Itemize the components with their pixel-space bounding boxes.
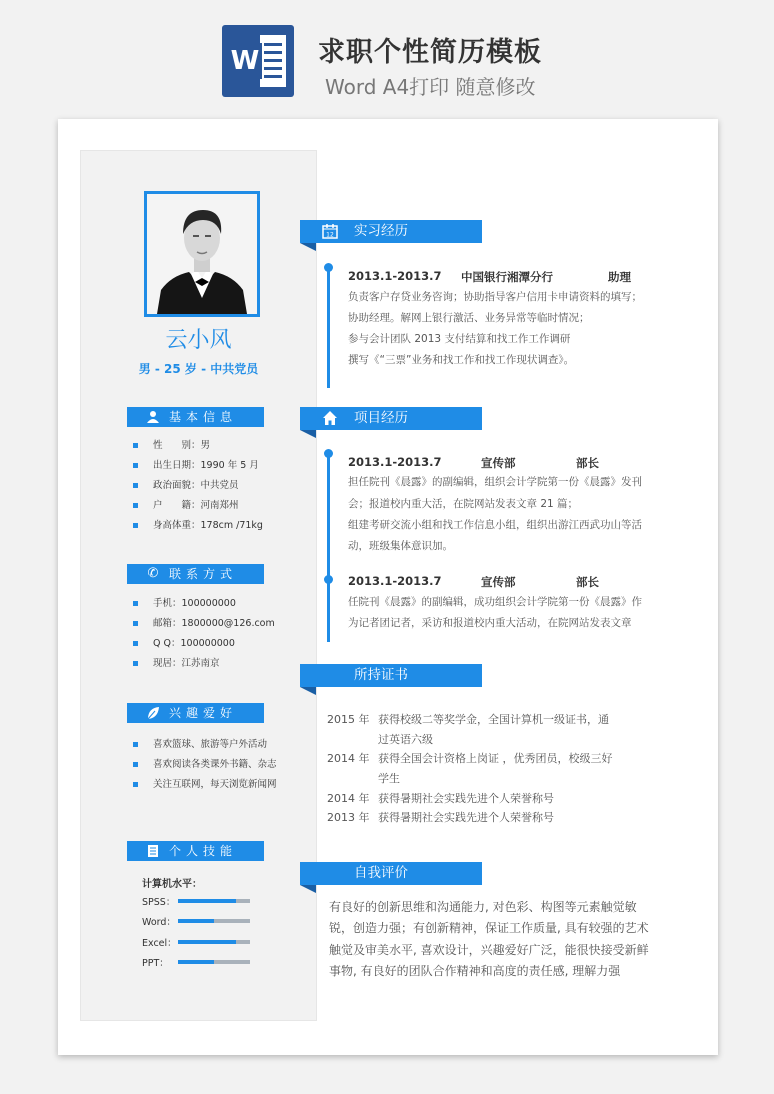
word-logo — [222, 25, 294, 97]
contact-item: Q Q：100000000 — [133, 638, 235, 650]
basic-info-item: 出生日期：1990 年 5 月 — [133, 460, 259, 472]
word-letter: W — [228, 43, 262, 79]
timeline-dot — [324, 449, 333, 458]
profile-name: 云小风 — [165, 328, 232, 353]
skill-label: Excel： — [142, 938, 177, 949]
skills-title: 个人技能 — [169, 844, 238, 858]
entry-line: 动，班级集体意识加。 — [348, 540, 453, 552]
cert-text-cont: 过英语六级 — [378, 733, 433, 746]
skill-bar-fill — [178, 940, 236, 944]
entry-line: 会；报道校内重大活，在院网站发表文章 21 篇； — [348, 498, 579, 510]
timeline-line — [327, 452, 330, 642]
cert-year: 2014 年 — [327, 752, 370, 765]
hobby-title: 兴趣爱好 — [169, 706, 238, 720]
entry-org: 宣传部 — [481, 456, 516, 470]
skills-heading: 计算机水平： — [142, 879, 202, 890]
self-eval-line: 有良好的创新思维和沟通能力, 对色彩、构图等元素触觉敏 — [329, 900, 637, 914]
entry-org: 中国银行湘潭分行 — [461, 270, 553, 284]
leaf-icon — [143, 703, 163, 723]
cert-year: 2013 年 — [327, 811, 370, 824]
entry-date: 2013.1-2013.7 — [348, 455, 442, 469]
certificates-header — [300, 664, 482, 687]
projects-title: 项目经历 — [354, 410, 408, 426]
skill-bar — [178, 899, 250, 903]
basic-info-header — [127, 407, 264, 427]
entry-org: 宣传部 — [481, 575, 516, 589]
cert-year: 2015 年 — [327, 713, 370, 726]
cert-text: 获得暑期社会实践先进个人荣誉称号 — [378, 792, 554, 805]
svg-text:12: 12 — [326, 231, 334, 239]
cert-year: 2014 年 — [327, 792, 370, 805]
hobby-item: 喜欢篮球、旅游等户外活动 — [133, 739, 267, 751]
entry-line: 任院刊《晨露》的副编辑，成功组织会计学院第一份《晨露》作 — [348, 596, 642, 608]
entry-line: 负责客户存贷业务咨询；协助指导客户信用卡申请资料的填写； — [348, 291, 642, 303]
entry-line: 协助经理。解网上银行激活、业务异常等临时情况； — [348, 312, 590, 324]
self-eval-line: 锐，创造力强；有创新精神，保证工作质量, 具有较强的艺术 — [329, 921, 649, 935]
cert-text: 获得暑期社会实践先进个人荣誉称号 — [378, 811, 554, 824]
phone-icon: ✆ — [147, 566, 159, 581]
skill-bar — [178, 960, 250, 964]
entry-role: 部长 — [576, 456, 599, 470]
house-icon — [322, 410, 338, 426]
cert-text: 获得全国会计资格上岗证 ，优秀团员，校级三好 — [378, 752, 613, 765]
entry-role: 部长 — [576, 575, 599, 589]
skill-bar — [178, 919, 250, 923]
page-title: 求职个性简历模板 — [318, 37, 542, 68]
skills-header — [127, 841, 264, 861]
entry-line: 为记者团记者，采访和报道校内重大活动，在院网站发表文章 — [348, 617, 632, 629]
contact-item: 邮箱：1800000@126.com — [133, 618, 275, 630]
cert-text: 获得校级二等奖学金，全国计算机一级证书，通 — [378, 713, 609, 726]
entry-line: 组建考研交流小组和找工作信息小组，组织出游江西武功山等活 — [348, 519, 642, 531]
entry-role: 助理 — [608, 270, 631, 284]
entry-line: 担任院刊《晨露》的副编辑，组织会计学院第一份《晨露》发刊 — [348, 476, 642, 488]
entry-date: 2013.1-2013.7 — [348, 574, 442, 588]
cert-text-cont: 学生 — [378, 772, 400, 785]
entry-date: 2013.1-2013.7 — [348, 269, 442, 283]
basic-info-item: 户 籍：河南郑州 — [133, 500, 239, 512]
contact-item: 现居：江苏南京 — [133, 658, 220, 670]
page-subtitle: Word A4打印 随意修改 — [325, 75, 536, 99]
projects-header — [300, 407, 482, 430]
entry-line: 参与会计团队 2013 支付结算和找工作工作调研 — [348, 333, 571, 345]
book-icon — [143, 841, 163, 861]
skill-label: PPT： — [142, 958, 169, 969]
contact-title: 联系方式 — [169, 567, 238, 581]
skill-bar-fill — [178, 919, 214, 923]
contact-header — [127, 564, 264, 584]
person-icon — [143, 407, 163, 427]
self-eval-header — [300, 862, 482, 885]
self-eval-line: 触觉及审美水平, 喜欢设计，兴趣爱好广泛，能很快接受新鲜 — [329, 943, 649, 957]
hobby-item: 喜欢阅读各类课外书籍、杂志 — [133, 759, 277, 771]
entry-line: 撰写《“三票”业务和找工作和找工作现状调查》。 — [348, 354, 575, 366]
timeline-dot — [324, 575, 333, 584]
skill-label: SPSS： — [142, 897, 176, 908]
self-eval-line: 事物, 有良好的团队合作精神和高度的责任感, 理解力强 — [329, 964, 621, 978]
internship-header — [300, 220, 482, 243]
calendar-icon — [322, 223, 338, 239]
timeline-dot — [324, 263, 333, 272]
timeline-line — [327, 268, 330, 388]
skill-bar — [178, 940, 250, 944]
skill-bar-fill — [178, 960, 214, 964]
contact-item: 手机：100000000 — [133, 598, 236, 610]
self-eval-title: 自我评价 — [354, 865, 408, 881]
skill-bar-fill — [178, 899, 236, 903]
certificates-title: 所持证书 — [354, 667, 408, 683]
document-sheet-icon — [260, 35, 286, 87]
skill-label: Word： — [142, 917, 176, 928]
profile-photo — [144, 191, 260, 317]
profile-tagline: 男 - 25 岁 - 中共党员 — [138, 362, 259, 376]
basic-info-item: 政治面貌：中共党员 — [133, 480, 239, 492]
hobby-header — [127, 703, 264, 723]
internship-title: 实习经历 — [354, 223, 408, 239]
hobby-item: 关注互联网，每天浏览新闻网 — [133, 779, 277, 791]
basic-info-item: 性 别：男 — [133, 440, 210, 452]
basic-info-item: 身高体重：178cm /71kg — [133, 520, 263, 532]
basic-info-title: 基本信息 — [169, 410, 238, 424]
